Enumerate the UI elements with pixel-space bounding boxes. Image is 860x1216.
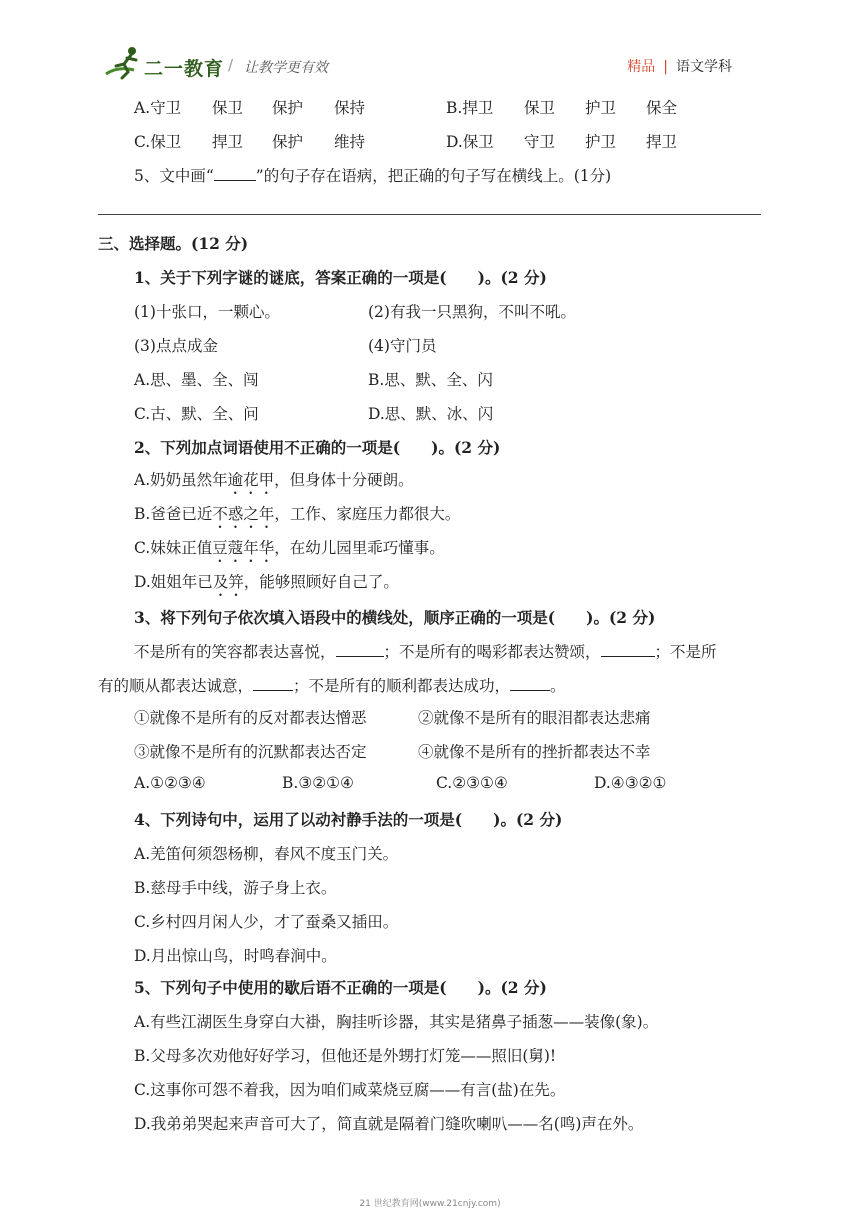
blank-2 [601, 642, 655, 657]
option-d-3: 护卫 [585, 133, 617, 151]
option-a-4: 保持 [334, 99, 366, 117]
header-subject: 语文学科 [676, 59, 732, 75]
s3q3-option-b: B.③②①④ [282, 774, 354, 792]
s3q2-b-dotted: 不惑之年 [212, 505, 275, 523]
s3q5-option-a: A.有些江湖医生身穿白大褂，胸挂听诊器，其实是猪鼻子插葱——装像(象)。 [134, 1013, 659, 1031]
s3q3-option-d: D.④③②① [594, 774, 667, 792]
s3q5-option-d: D.我弟弟哭起来声音可大了，简直就是隔着门缝吹喇叭——名(鸣)声在外。 [134, 1115, 644, 1133]
s3q1-option-d: D.思、默、冰、闪 [368, 405, 494, 423]
page-footer: 21 世纪教育网(www.21cnjy.com) [359, 1199, 501, 1209]
option-c-3: 保护 [272, 133, 304, 151]
s3q1-option-a: A.思、墨、全、闯 [134, 371, 259, 389]
s3q2-b-pre: B.爸爸已近 [134, 505, 213, 523]
logo-separator: / [228, 56, 234, 74]
riddle-4: (4)守门员 [368, 337, 437, 355]
logo-slogan: 让教学更有效 [244, 60, 328, 76]
blank-3 [253, 676, 293, 691]
s3q5-stem: 5、下列句子中使用的歇后语不正确的一项是( )。(2 分) [134, 978, 547, 997]
s3q2-a-dotted: 逾花甲 [227, 471, 275, 489]
header-tag: 精品 [627, 59, 656, 75]
s3q5-option-c: C.这事你可怨不着我，因为咱们咸菜烧豆腐——有言(盐)在先。 [134, 1081, 566, 1099]
option-a-2: 保卫 [212, 99, 244, 117]
s3q4-stem: 4、下列诗句中，运用了以动衬静手法的一项是( )。(2 分) [134, 810, 563, 829]
s3q3-p4: 有的顺从都表达诚意， [98, 677, 254, 695]
option-c-1: C.保卫 [134, 133, 182, 151]
option-d-4: 捍卫 [646, 133, 678, 151]
runner-logo-icon [104, 44, 148, 80]
logo [104, 44, 354, 84]
q5-text-1: 5、文中画“ [134, 167, 214, 185]
page-header [0, 0, 860, 90]
option-d-1: D.保卫 [446, 133, 494, 151]
s3q5-option-b: B.父母多次劝他好好学习，但他还是外甥打灯笼——照旧(舅)! [134, 1047, 557, 1065]
section-divider [98, 214, 761, 215]
option-b-1: B.捍卫 [446, 99, 494, 117]
s3q2-a-pre: A.奶奶虽然年 [134, 471, 228, 489]
s3q3-p3: ；不是所 [654, 643, 717, 661]
s3q2-c-dotted: 豆蔻年华 [212, 539, 275, 557]
riddle-2: (2)有我一只黑狗，不叫不吼。 [368, 303, 576, 321]
s3q1-stem: 1、关于下列字谜的谜底，答案正确的一项是( )。(2 分) [134, 268, 547, 287]
s3q3-p5: ；不是所有的顺利都表达成功， [293, 677, 511, 695]
s3q2-d-pre: D.姐姐年已 [134, 573, 213, 591]
blank-4 [510, 676, 550, 691]
s3q2-d-post: ，能够照顾好自己了。 [243, 573, 399, 591]
s3q1-option-c: C.古、默、全、问 [134, 405, 259, 423]
option-a-3: 保护 [272, 99, 304, 117]
underline-blank [214, 166, 256, 181]
s3q3-option-a: A.①②③④ [134, 774, 206, 792]
option-c-4: 维持 [334, 133, 366, 151]
s3q3-passage-line-2 [0, 674, 860, 696]
s3q2-d-dotted: 及笄 [212, 573, 244, 591]
sentence-4: ④就像不是所有的挫折都表达不幸 [418, 743, 651, 761]
option-d-2: 守卫 [524, 133, 556, 151]
header-right [627, 56, 732, 76]
section3-title: 三、选择题。(12 分) [98, 234, 249, 253]
s3q2-b-post: ，工作、家庭压力都很大。 [274, 505, 461, 523]
option-b-4: 保全 [646, 99, 678, 117]
s3q3-p2: ；不是所有的喝彩都表达赞颂， [383, 643, 601, 661]
s3q1-option-b: B.思、默、全、闪 [368, 371, 493, 389]
s3q2-option-d [0, 570, 860, 600]
q5-instruction [0, 164, 860, 186]
s3q4-option-a: A.羌笛何须怨杨柳，春风不度玉门关。 [134, 845, 399, 863]
s3q2-option-a [0, 468, 860, 498]
option-c-2: 捍卫 [212, 133, 244, 151]
s3q4-option-c: C.乡村四月闲人少，才了蚕桑又插田。 [134, 913, 399, 931]
sentence-2: ②就像不是所有的眼泪都表达悲痛 [418, 709, 651, 727]
s3q3-passage-line-1 [0, 640, 860, 662]
s3q4-option-d: D.月出惊山鸟，时鸣春涧中。 [134, 947, 337, 965]
s3q2-stem: 2、下列加点词语使用不正确的一项是( )。(2 分) [134, 438, 501, 457]
s3q4-option-b: B.慈母手中线，游子身上衣。 [134, 879, 337, 897]
s3q3-p6: 。 [550, 677, 566, 695]
logo-text: 二一教育 [144, 58, 225, 80]
s3q3-stem: 3、将下列句子依次填入语段中的横线处，顺序正确的一项是( )。(2 分) [134, 608, 656, 627]
option-b-3: 护卫 [585, 99, 617, 117]
s3q3-p1: 不是所有的笑容都表达喜悦， [134, 643, 336, 661]
blank-1 [336, 642, 384, 657]
header-divider: | [663, 59, 668, 75]
riddle-3: (3)点点成金 [134, 337, 218, 355]
option-b-2: 保卫 [524, 99, 556, 117]
s3q2-a-post: ，但身体十分硬朗。 [274, 471, 414, 489]
s3q2-c-pre: C.妹妹正值 [134, 539, 213, 557]
s3q2-c-post: ，在幼儿园里乖巧懂事。 [274, 539, 445, 557]
s3q3-option-c: C.②③①④ [436, 774, 508, 792]
option-a-1: A.守卫 [134, 99, 182, 117]
riddle-1: (1)十张口，一颗心。 [134, 303, 280, 321]
sentence-3: ③就像不是所有的沉默都表达否定 [134, 743, 367, 761]
q5-text-2: ”的句子存在语病，把正确的句子写在横线上。(1分) [255, 167, 612, 185]
s3q2-option-c [0, 536, 860, 566]
sentence-1: ①就像不是所有的反对都表达憎恶 [134, 709, 367, 727]
s3q2-option-b [0, 502, 860, 532]
